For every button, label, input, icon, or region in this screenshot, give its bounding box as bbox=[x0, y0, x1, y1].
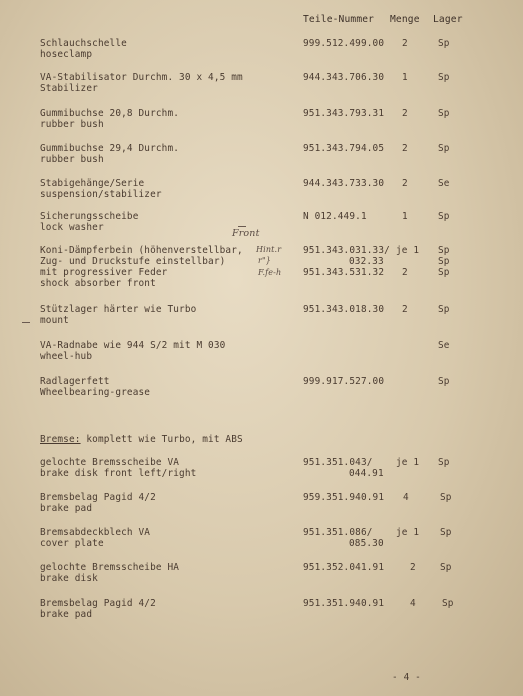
part-quantity: 4 bbox=[403, 492, 409, 503]
koni-line-1: Koni-Dämpferbein (höhenverstellbar, bbox=[40, 245, 243, 256]
handwritten-note-1: Hint.r bbox=[256, 245, 282, 254]
part-english: cover plate bbox=[40, 538, 104, 549]
part-english: rubber bush bbox=[40, 119, 104, 130]
part-name: VA-Stabilisator Durchm. 30 x 4,5 mm bbox=[40, 72, 243, 83]
part-number: N 012.449.1 bbox=[303, 211, 367, 222]
part-name: Stabigehänge/Serie bbox=[40, 178, 145, 189]
brakes-label: Bremse: bbox=[40, 434, 81, 445]
koni-qty-3: 2 bbox=[402, 267, 408, 278]
pen-mark bbox=[22, 322, 30, 323]
part-name: gelochte Bremsscheibe VA bbox=[40, 457, 180, 468]
part-number: 951.351.043/ bbox=[303, 457, 373, 468]
part-quantity: 2 bbox=[402, 143, 408, 154]
part-quantity: je 1 bbox=[396, 457, 420, 468]
koni-line-3: mit progressiver Feder bbox=[40, 267, 168, 278]
header-stock: Lager bbox=[433, 14, 463, 25]
part-number: 999.917.527.00 bbox=[303, 376, 385, 387]
header-quantity: Menge bbox=[390, 14, 420, 25]
part-quantity: je 1 bbox=[396, 527, 420, 538]
part-quantity: 2 bbox=[410, 562, 416, 573]
part-english: mount bbox=[40, 315, 69, 326]
koni-part-2: 032.33 bbox=[349, 256, 384, 267]
part-english: Stabilizer bbox=[40, 83, 98, 94]
part-number: 951.351.940.91 bbox=[303, 598, 385, 609]
part-name: Bremsbelag Pagid 4/2 bbox=[40, 598, 156, 609]
part-quantity: 1 bbox=[402, 211, 408, 222]
part-number: 944.343.733.30 bbox=[303, 178, 385, 189]
part-name: Stützlager härter wie Turbo bbox=[40, 304, 197, 315]
part-english: lock washer bbox=[40, 222, 104, 233]
koni-stock-1: Sp bbox=[438, 245, 450, 256]
part-stock: Sp bbox=[440, 492, 452, 503]
part-english: brake pad bbox=[40, 503, 93, 514]
part-english: hoseclamp bbox=[40, 49, 93, 60]
koni-line-2: Zug- und Druckstufe einstellbar) bbox=[40, 256, 226, 267]
part-name: Gummibuchse 20,8 Durchm. bbox=[40, 108, 180, 119]
page-number: - 4 - bbox=[392, 672, 421, 683]
part-number: 951.343.794.05 bbox=[303, 143, 385, 154]
koni-part-1: 951.343.031.33/ bbox=[303, 245, 390, 256]
part-name: Bremsbelag Pagid 4/2 bbox=[40, 492, 156, 503]
koni-stock-2: Sp bbox=[438, 256, 450, 267]
part-number: 944.343.706.30 bbox=[303, 72, 385, 83]
part-quantity: 2 bbox=[402, 38, 408, 49]
part-number: 959.351.940.91 bbox=[303, 492, 385, 503]
koni-part-3: 951.343.531.32 bbox=[303, 267, 385, 278]
part-name: Schlauchschelle bbox=[40, 38, 127, 49]
handwritten-front: Front bbox=[232, 228, 260, 239]
part-quantity: 2 bbox=[402, 108, 408, 119]
part-english: brake pad bbox=[40, 609, 93, 620]
part-english: brake disk bbox=[40, 573, 98, 584]
part-english: brake disk front left/right bbox=[40, 468, 197, 479]
part-name: Bremsabdeckblech VA bbox=[40, 527, 151, 538]
part-english: wheel-hub bbox=[40, 351, 93, 362]
part-number: 999.512.499.00 bbox=[303, 38, 385, 49]
part-english: suspension/stabilizer bbox=[40, 189, 162, 200]
part-stock: Sp bbox=[438, 143, 450, 154]
part-stock: Sp bbox=[438, 38, 450, 49]
part-quantity: 1 bbox=[402, 72, 408, 83]
part-stock: Sp bbox=[438, 108, 450, 119]
part-stock: Sp bbox=[438, 211, 450, 222]
part-number: 951.343.793.31 bbox=[303, 108, 385, 119]
pen-stroke bbox=[238, 226, 246, 227]
part-stock: Sp bbox=[438, 72, 450, 83]
part-stock: Sp bbox=[438, 376, 450, 387]
brakes-description: komplett wie Turbo, mit ABS bbox=[80, 434, 243, 445]
part-quantity: 2 bbox=[402, 304, 408, 315]
handwritten-note-2: r"} bbox=[258, 256, 272, 265]
part-number-cont: 085.30 bbox=[349, 538, 384, 549]
part-name: Gummibuchse 29,4 Durchm. bbox=[40, 143, 180, 154]
handwritten-note-3: F.fe-h bbox=[258, 268, 282, 277]
part-english: rubber bush bbox=[40, 154, 104, 165]
part-name: gelochte Bremsscheibe HA bbox=[40, 562, 180, 573]
koni-qty-1: je 1 bbox=[396, 245, 420, 256]
part-quantity: 2 bbox=[402, 178, 408, 189]
part-number: 951.352.041.91 bbox=[303, 562, 385, 573]
part-number: 951.351.086/ bbox=[303, 527, 373, 538]
part-stock: Sp bbox=[440, 527, 452, 538]
part-stock: Se bbox=[438, 178, 450, 189]
part-stock: Se bbox=[438, 340, 450, 351]
part-name: Radlagerfett bbox=[40, 376, 110, 387]
header-part-number: Teile-Nummer bbox=[303, 14, 375, 25]
part-stock: Sp bbox=[442, 598, 454, 609]
koni-stock-3: Sp bbox=[438, 267, 450, 278]
part-stock: Sp bbox=[438, 304, 450, 315]
part-number: 951.343.018.30 bbox=[303, 304, 385, 315]
part-stock: Sp bbox=[438, 457, 450, 468]
part-number-cont: 044.91 bbox=[349, 468, 384, 479]
part-name: Sicherungsscheibe bbox=[40, 211, 139, 222]
part-name: VA-Radnabe wie 944 S/2 mit M 030 bbox=[40, 340, 226, 351]
part-quantity: 4 bbox=[410, 598, 416, 609]
part-english: Wheelbearing-grease bbox=[40, 387, 151, 398]
part-stock: Sp bbox=[440, 562, 452, 573]
koni-line-4: shock absorber front bbox=[40, 278, 156, 289]
